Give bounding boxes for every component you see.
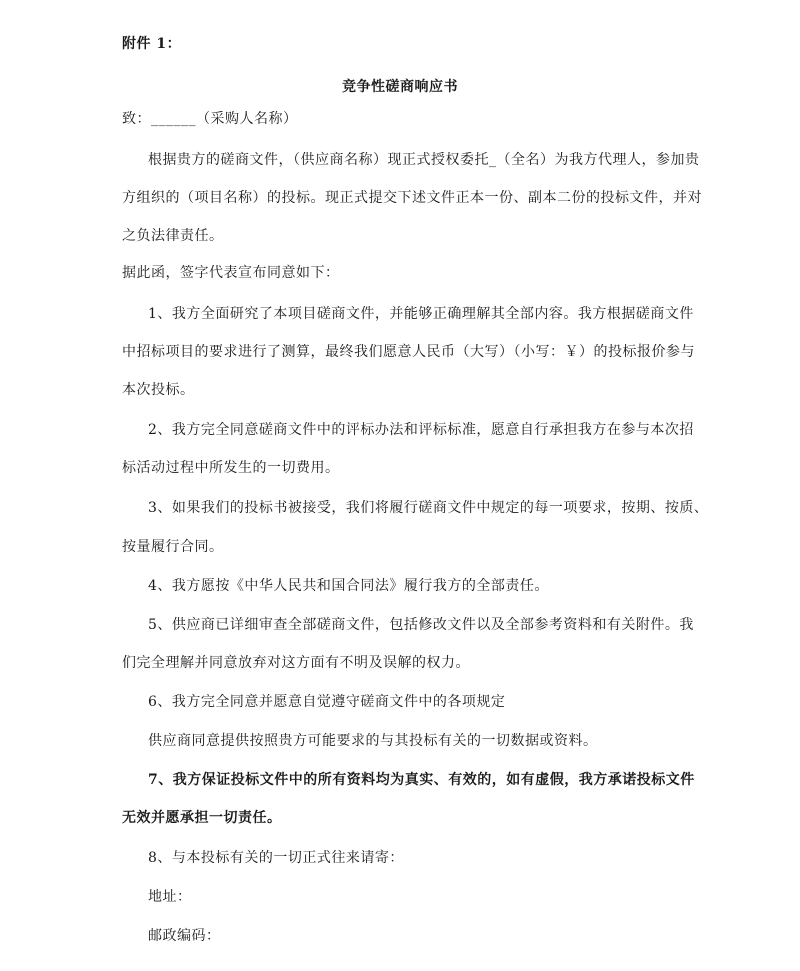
- item-8-line: 8、与本投标有关的一切正式往来请寄：: [148, 850, 404, 866]
- item-2-line-2: 标活动过程中所发生的一切费用。: [122, 460, 340, 476]
- page-title: 竞争性磋商响应书: [342, 79, 458, 95]
- intro-paragraph-line-2: 方组织的（项目名称）的投标。现正式提交下述文件正本一份、副本二份的投标文件，并对: [122, 190, 702, 206]
- intro-paragraph-line-3: 之负法律责任。: [122, 228, 224, 244]
- item-6-continuation-line: 供应商同意提供按照贵方可能要求的与其投标有关的一切数据或资料。: [148, 733, 598, 749]
- item-3-line-1: 3、如果我们的投标书被接受，我们将履行磋商文件中规定的每一项要求，按期、按质、: [148, 500, 709, 516]
- postcode-label: 邮政编码：: [148, 928, 221, 944]
- address-label: 地址：: [148, 889, 192, 905]
- item-2-line-1: 2、我方完全同意磋商文件中的评标办法和评标标准，愿意自行承担我方在参与本次招: [148, 422, 694, 438]
- item-6-line: 6、我方完全同意并愿意自觉遵守磋商文件中的各项规定: [148, 694, 506, 710]
- item-5-line-2: 们完全理解并同意放弃对这方面有不明及误解的权力。: [122, 655, 470, 671]
- attachment-label: 附件 1：: [122, 36, 182, 52]
- addressee-line: 致：______（采购人名称）: [122, 111, 298, 127]
- item-3-line-2: 按量履行合同。: [122, 539, 224, 555]
- intro-paragraph-line-1: 根据贵方的磋商文件，（供应商名称）现正式授权委托_（全名）为我方代理人，参加贵: [148, 152, 700, 168]
- item-1-line-2: 中招标项目的要求进行了测算，最终我们愿意人民币（大写）（小写：￥）的投标报价参与: [122, 344, 695, 360]
- declaration-line: 据此函，签字代表宣布同意如下：: [122, 265, 340, 281]
- item-1-line-1: 1、我方全面研究了本项目磋商文件，并能够正确理解其全部内容。我方根据磋商文件: [148, 306, 694, 322]
- item-7-line-1: 7、我方保证投标文件中的所有资料均为真实、有效的，如有虚假，我方承诺投标文件: [148, 772, 695, 788]
- item-5-line-1: 5、供应商已详细审查全部磋商文件，包括修改文件以及全部参考资料和有关附件。我: [148, 617, 694, 633]
- item-7-line-2: 无效并愿承担一切责任。: [122, 810, 282, 826]
- item-1-line-3: 本次投标。: [122, 382, 195, 398]
- item-4-line: 4、我方愿按《中华人民共和国合同法》履行我方的全部责任。: [148, 578, 549, 594]
